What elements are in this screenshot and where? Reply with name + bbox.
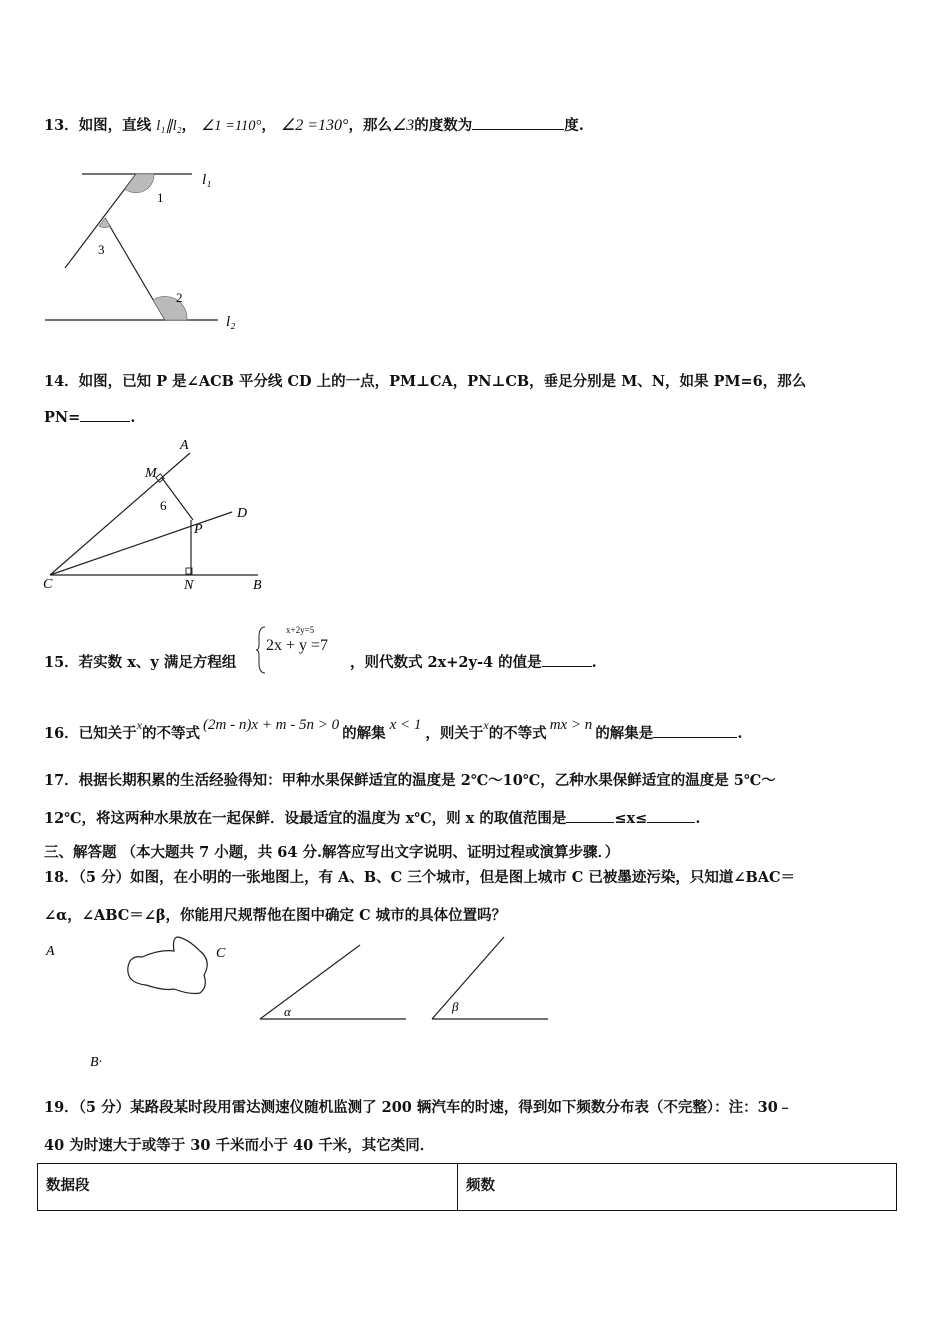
- label-angle-2: 2: [176, 290, 183, 305]
- q17-pre: 12℃，将这两种水果放在一起保鲜．设最适宜的温度为 x℃，则 x 的取值范围是: [44, 810, 567, 827]
- angle-3-arc: [99, 218, 110, 228]
- q13-post: 的度数为: [414, 117, 473, 134]
- q16-var2: x: [483, 718, 489, 732]
- q15-equation-bottom: 2x + y =7: [266, 637, 329, 654]
- question-19-line1: 19．（5 分）某路段某时段用雷达测速仪随机监测了 200 辆汽车的时速，得到如下频数分布表（不完整）：注：30﹣: [44, 1099, 793, 1116]
- label-C: C: [216, 946, 226, 961]
- q13-unit: 度.: [564, 117, 584, 134]
- q15-answer-blank: [542, 666, 592, 667]
- q15-end: .: [591, 654, 597, 671]
- question-15-tail: [350, 651, 597, 672]
- q16-var1: x: [136, 718, 143, 732]
- label-A: A: [180, 438, 189, 453]
- q15-post: ，则代数式 2x+2y-4 的值是: [350, 654, 542, 671]
- question-18-line2: ∠α，∠ABC＝∠β，你能用尺规帮他在图中确定 C 城市的具体位置吗？: [44, 907, 507, 924]
- segment-PM: [162, 478, 193, 520]
- angle-beta-side: [432, 937, 504, 1019]
- q13-angle2: ∠2 =130°: [280, 117, 349, 134]
- label-D: D: [237, 506, 248, 521]
- q17-end: .: [695, 810, 701, 827]
- label-B: B: [253, 578, 262, 593]
- question-18-line1: 18．（5 分）如图，在小明的一张地图上，有 A、B、C 三个城市，但是图上城市 C 已被墨迹污染，只知道∠BAC＝: [44, 869, 796, 886]
- q13-angle3: ∠3: [391, 117, 415, 134]
- question-14-line1: 14．如图，已知 P 是∠ACB 平分线 CD 上的一点，PM⊥CA，PN⊥CB，垂足分别是 M、N，如果 PM=6，那么: [44, 373, 807, 390]
- question-15: [44, 651, 236, 672]
- q15-pre: 15．若实数 x、y 满足方程组: [44, 654, 237, 671]
- label-angle-3: 3: [98, 242, 105, 257]
- q17-mid: ≤x≤: [614, 810, 648, 827]
- q14-figure: [40, 435, 280, 595]
- label-l2: l₂: [226, 314, 236, 330]
- q13-number: 13．: [44, 117, 79, 134]
- q16-post: 的解集是: [595, 725, 654, 742]
- label-P: P: [194, 522, 203, 537]
- label-N: N: [184, 578, 194, 593]
- frequency-table: [37, 1163, 897, 1211]
- question-14-line2: [44, 409, 135, 426]
- q13-parallel: l₁∥l₂: [156, 118, 182, 134]
- q16-sol1: x < 1: [389, 717, 422, 733]
- angle-alpha-side: [260, 945, 360, 1019]
- question-19-line2: 40 为时速大于或等于 30 千米而小于 40 千米，其它类同．: [44, 1137, 435, 1154]
- section-3-heading: 三、解答题 （本大题共 7 小题，共 64 分.解答应写出文字说明、证明过程或演算步骤．）: [44, 844, 620, 861]
- q16-pre: 16．已知关于: [44, 725, 137, 742]
- label-A: A: [46, 944, 55, 959]
- q13-sep2: ，: [261, 117, 276, 134]
- q13-answer-blank: [472, 129, 564, 130]
- question-16: [44, 717, 743, 743]
- q16-ineq2: mx > n: [549, 717, 593, 733]
- question-17-line1: 17．根据长期积累的生活经验得知：甲种水果保鲜适宜的温度是 2℃～10℃，乙种水果保鲜适宜的温度是 5℃～: [44, 772, 776, 789]
- label-6: 6: [160, 498, 167, 513]
- q16-mid3: ，则关于: [425, 725, 484, 742]
- table-header-segment: 数据段: [38, 1164, 458, 1210]
- q13-pre: 如图，直线: [78, 117, 152, 134]
- q14-period: .: [130, 409, 136, 426]
- q15-equation-top: x+2y=5: [286, 625, 315, 635]
- question-17-line2: [44, 807, 700, 828]
- question-13: [44, 114, 584, 135]
- ray-CA: [50, 453, 190, 575]
- q18-figure: [40, 935, 560, 1075]
- q16-mid4: 的不等式: [488, 725, 547, 742]
- q17-upper-blank: [647, 822, 695, 823]
- q16-end: .: [737, 725, 743, 742]
- q17-lower-blank: [566, 822, 614, 823]
- q13-mid: ，那么: [348, 117, 392, 134]
- ink-blot: [128, 937, 207, 994]
- q16-mid1: 的不等式: [142, 725, 201, 742]
- ray-CD: [50, 512, 232, 575]
- q16-answer-blank: [653, 737, 737, 738]
- label-angle-1: 1: [157, 190, 164, 205]
- label-alpha: α: [284, 1004, 291, 1019]
- q13-angle1: ∠1 =110°: [201, 118, 262, 134]
- q13-figure: [40, 160, 260, 335]
- table-header-frequency: 频数: [466, 1177, 495, 1194]
- label-B: B·: [90, 1055, 103, 1070]
- label-M: M: [145, 466, 157, 481]
- label-C: C: [43, 577, 53, 592]
- angle-1-arc: [125, 174, 154, 193]
- q14-answer-blank: [80, 421, 130, 422]
- q14-pn: PN=: [44, 409, 81, 426]
- label-beta: β: [452, 999, 459, 1014]
- q16-ineq1: (2m - n)x + m - 5n > 0: [203, 717, 340, 733]
- label-l1: l₁: [202, 172, 212, 188]
- q16-mid2: 的解集: [342, 725, 386, 742]
- q13-sep1: ，: [181, 117, 197, 134]
